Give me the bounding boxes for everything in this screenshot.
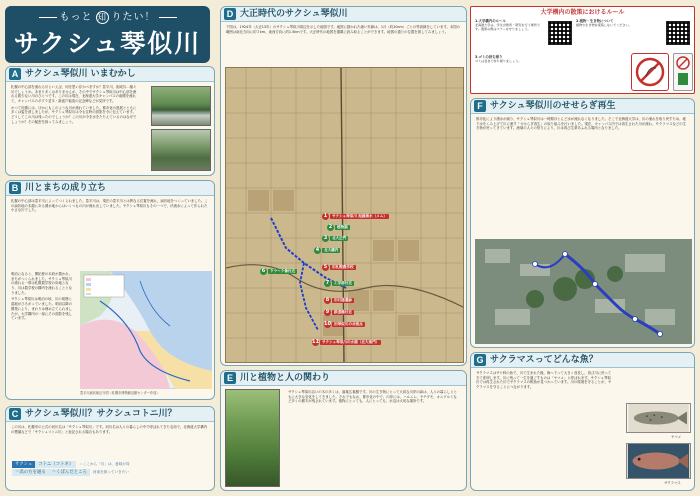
section-c-paragraph: この川は、札幌市の公式の河川名は「サクシュ琴似川」です。河川名は人々の暮らしの中で呼ばれてきた名前で、北海道大学構内の標識などで「サクシュコトニ川」と表記される場合もあります。: [11, 425, 208, 434]
map-marker[interactable]: [324, 309, 354, 316]
section-b-paragraph: 明治になると、開拓使の本府が置かれ、まちがつくられました。サクシュ琴似川の流れる一帯は札幌農学校の用地となり、川は農学校の構内を流れることとなりました。: [11, 272, 73, 295]
marker-label: サクシュ琴似川の水源（北大南門）: [322, 340, 380, 345]
name-part: ＝くぼんだところ: [49, 469, 90, 476]
section-c-title: サクシュ琴似川？サクシュコトニ川？: [25, 408, 177, 419]
map-marker[interactable]: [324, 321, 365, 328]
rules-item-head: 3.ゴミの持ち帰り: [475, 55, 503, 59]
rules-item: [576, 19, 656, 27]
title-subtitle-pre: もっと: [59, 12, 93, 23]
map-marker[interactable]: [260, 268, 297, 275]
marker-label: 旧琴似川の合流点: [334, 322, 363, 327]
name-meaning-table: [12, 461, 212, 477]
section-g-title: サクラマスってどんな魚？: [490, 354, 598, 365]
marker-label: サクシュ琴似川 起源湧水（メム）: [332, 214, 387, 219]
name-part: サクシュ: [12, 461, 35, 468]
marker-number: 9: [325, 309, 330, 316]
rules-item-text: 北海道大学は、学生が教育・研究を行う場所です。散策の際はマナーを守りましょう。: [475, 23, 540, 32]
section-g-paragraph: サクラマスはサケ科の魚で、川で生まれた後、海へ下って大きく成長し、再び川に戻ってきて産卵します。川に残って一生を過ごすものは「ヤマメ」と呼ばれます。サクシュ琴似川では再生された川でサクラマスの稚魚が見つかっています。川の環境を守ることが、サクラマスを守ることにつながります。: [476, 371, 612, 390]
section-a-paragraph: かつて札幌には、ほかにもこのような川が流れていました。都市化の進展とともに多くは姿を消しましたが、サクシュ琴似川は今も往時の面影を今に伝えています。どうしてこの川は残ったのでしょうか？この川が今を水をたたえているのはなぜでしょうか？その秘密を探ってみましょう。: [11, 105, 137, 124]
section-f-letter: F: [474, 100, 486, 112]
marker-label: 植物園: [337, 225, 348, 230]
campus-rules-box: [470, 6, 695, 94]
marker-label: 旧札幌農学校: [332, 265, 354, 270]
qr-code-icon[interactable]: [666, 21, 690, 45]
rules-item-text: 植物や生き物を採集しないでください。: [576, 23, 632, 28]
name-note: ＝ここから「川」は、意味が同: [79, 461, 130, 466]
section-e-body: [283, 387, 464, 409]
no-entry-sign-icon: [673, 53, 693, 91]
section-c-letter: C: [9, 408, 21, 420]
section-f: [470, 98, 695, 348]
section-b-body-side: [6, 269, 78, 326]
section-b-body-top: [6, 196, 214, 218]
section-a-body: [6, 82, 144, 130]
section-d-paragraph: 下図は、1924年（大正13年）のサクシュ琴似川周辺を示した地図です。地図に描かれた細い実線は、1月（約20cm）ごとの等高線をしています。本図の範囲は南北方向に約３km、東西方向に約1.5kmです。大正時代の地図を掲載に読み取ることができます。地図の通りの位置を探してみましょう。: [226, 25, 461, 34]
marker-number: 8: [325, 297, 330, 304]
section-a-letter: A: [9, 68, 21, 80]
name-meaning-row: [12, 461, 212, 468]
marker-label: 北大構内: [324, 248, 339, 253]
section-e-paragraph: サクシュ琴似川沿いの木の多くは、落葉広葉樹です。川の生き物にとって大切な川岸の緑は、人々の暮らしとともに大きな変化をしてきました。それでもなお、都市化の中で、川岸には、ハルニレ、ヤチダモ、オニグルミなど多くの樹木が残されています。植物にとっても、人にとっても、水辺は大切な場所です。: [288, 390, 457, 404]
marker-number: 3: [323, 235, 328, 242]
yamame-fish-photo: [626, 403, 691, 433]
marker-number: 4: [315, 247, 320, 254]
aerial-river-photo: [475, 239, 692, 344]
rules-title: 大学構内の散策におけるルール: [540, 9, 625, 16]
marker-number: 11: [312, 339, 319, 346]
map-marker[interactable]: [324, 280, 354, 287]
section-d-letter: D: [224, 8, 236, 20]
rules-item-head: 2.植物・生き物について: [576, 19, 614, 23]
section-g-letter: G: [474, 354, 486, 366]
rules-item: [475, 19, 545, 31]
section-e-letter: E: [224, 372, 236, 384]
map-marker[interactable]: [312, 339, 381, 346]
name-part: ＝浜の方を通る: [12, 469, 49, 476]
section-g-body: [471, 368, 619, 395]
fish-label: ヤマメ: [671, 435, 682, 439]
section-a-paragraph: 札幌の中心部を流れる川といえば、何を思い浮かべますか？豊平川、創成川…様々川でしょうか。あまり多くはありませんが、その中でサクシュ琴似川は中心部を流れる数少ない川のひとつです。この川は現在、北海道大学キャンパスの南側を流れて、キャンパスのポプラ並木・新渡戸稲造の記念碑などが見所です。: [11, 85, 137, 104]
section-d: [220, 6, 467, 366]
title-subtitle-circle: 知: [96, 12, 107, 23]
section-a-title: サクシュ琴似川 いまむかし: [25, 68, 136, 79]
map-marker[interactable]: [314, 247, 340, 254]
section-b-map-caption: 豊平川扇状地区分図（札幌市博物館活動センター作成）: [80, 391, 160, 395]
alluvial-fan-map: [80, 271, 212, 389]
qr-code-icon[interactable]: [548, 21, 572, 45]
name-part: コトニ（コトネ）: [35, 461, 76, 468]
map-marker[interactable]: [322, 213, 389, 220]
rules-item: [475, 55, 595, 63]
no-fishing-sign-icon: [631, 53, 669, 91]
map-marker[interactable]: [327, 224, 350, 231]
section-b: [5, 180, 215, 400]
section-g: [470, 352, 695, 491]
section-b-letter: B: [9, 182, 21, 194]
section-a: [5, 66, 215, 176]
section-b-paragraph: サクシュ琴似川は明治の頃、川の周囲に湿地がひろがっていました。明治以降の開発により、まわりは埋め立てられましたが、大学構内の一部にその面影を残しています。: [11, 297, 73, 321]
river-photo-a1: [151, 86, 211, 126]
title-subtitle-post: りたい！: [111, 12, 156, 23]
taisho-era-map: [225, 67, 464, 363]
map-marker[interactable]: [322, 264, 356, 271]
marker-label: 旧石器遺跡: [334, 298, 352, 303]
rules-item-head: 1.大学構内のルール: [475, 19, 506, 23]
section-d-body: [221, 22, 466, 39]
fish-label: サクラマス: [664, 481, 681, 485]
marker-number: 6: [261, 268, 266, 275]
sakuramasu-fish-photo: [626, 443, 691, 479]
name-meaning-row: [12, 469, 212, 476]
section-c: [5, 406, 215, 491]
marker-number: 5: [323, 264, 328, 271]
marker-label: 工学部付近: [334, 281, 352, 286]
section-f-title: サクシュ琴似川のせせらぎ再生: [490, 100, 616, 111]
plant-photo: [225, 389, 280, 487]
title-subtitle: [5, 11, 210, 25]
section-c-body: [6, 422, 214, 439]
section-e: [220, 370, 467, 491]
section-f-body: [471, 114, 694, 136]
title-main: サクシュ琴似川: [13, 28, 202, 58]
marker-number: 10: [324, 321, 331, 328]
map-marker[interactable]: [322, 235, 348, 242]
section-e-title: 川と植物と人の関わり: [240, 372, 331, 383]
marker-number: 7: [325, 280, 330, 287]
marker-label: 鉄道橋付近: [334, 310, 352, 315]
marker-label: クラーク像付近: [270, 269, 296, 274]
section-f-paragraph: 都市化により湧水が減り、サクシュ琴似川は一時期ほとんど水が流れなくなりました。そこで北海道大学は、川の流れを取り戻すため、地下水をくみ上げて川に流す「せせらぎ再生」の取り組みを行いました。現在、キャンパス内では再生された川が流れ、サクラマスなどの生き物が戻ってきています。流域の人々の努力により、川は再び生命あふれる場所となりました。: [476, 117, 687, 131]
section-b-title: 川とまちの成り立ち: [25, 182, 107, 193]
section-b-paragraph: 札幌の中心部は豊平川によってつくられました。豊平川は、現在の豊平川とは異なる位置を流れ、扇状地をつくっていました。この扇状地の末端にある湧水地からはいくつもの川が流れ出していました。サクシュ琴似川もその一つで、伏流水によって作られた小さな川でした。: [11, 199, 208, 213]
name-note: 河東を探っていきたい: [92, 469, 129, 474]
map-marker[interactable]: [324, 297, 354, 304]
section-d-title: 大正時代のサクシュ琴似川: [240, 8, 348, 19]
marker-label: 北大正門: [332, 236, 347, 241]
marker-number: 2: [328, 224, 333, 231]
title-banner: [5, 6, 210, 63]
rules-item-text: ゴミは各自で持ち帰りましょう。: [475, 59, 522, 64]
marker-number: 1: [323, 213, 328, 220]
river-photo-a2: [151, 129, 211, 171]
